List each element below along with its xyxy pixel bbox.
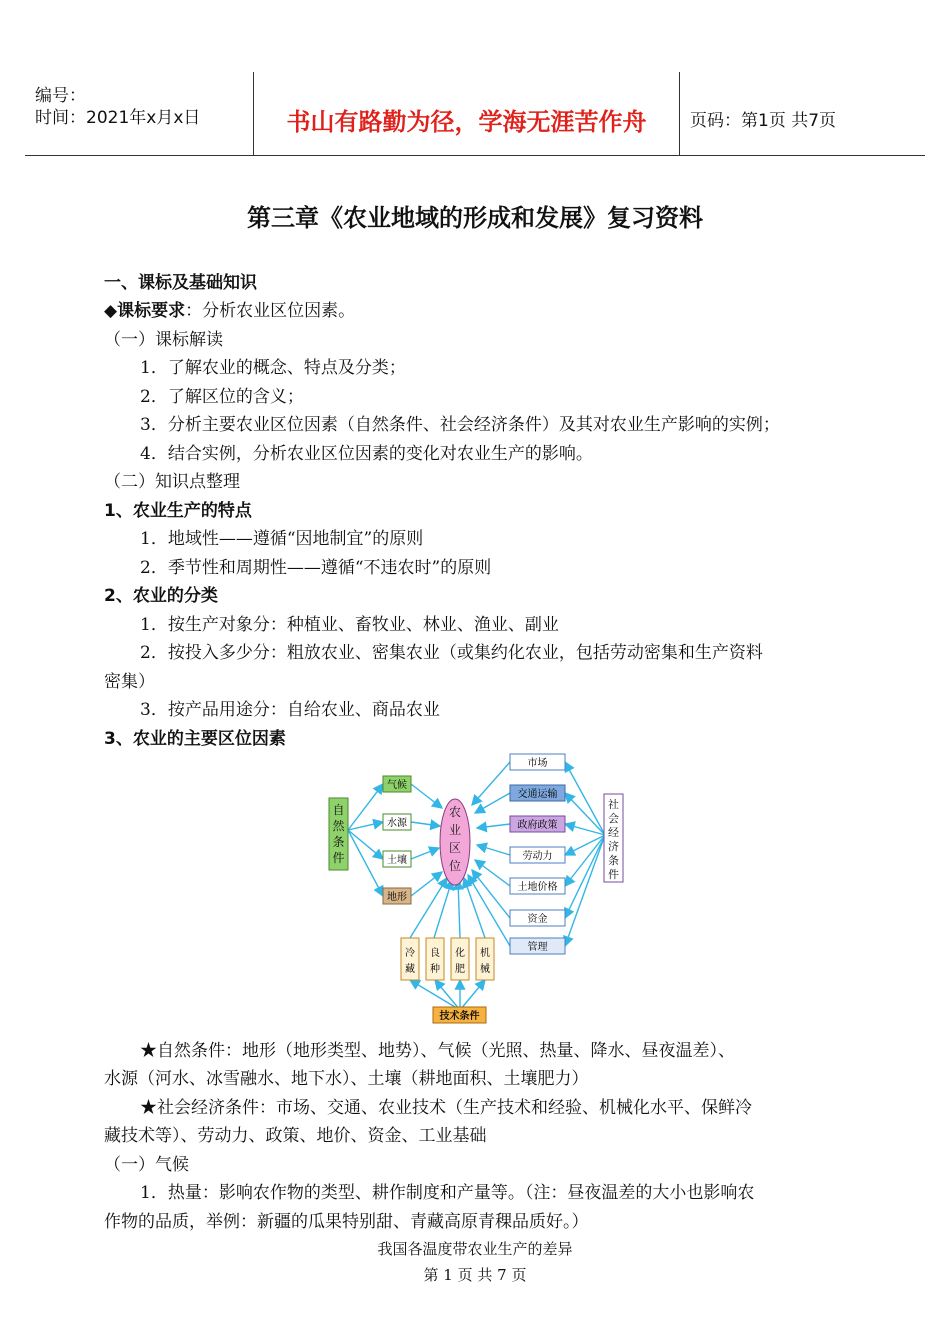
page-footer: 第 1 页 共 7 页 (423, 1266, 527, 1284)
subsection-interpretation: （一）课标解读 (104, 330, 223, 350)
natural-item: 地形 (387, 892, 407, 903)
tech-group-label: 技术条件 (439, 1011, 480, 1022)
class-item-2: 2．按投入多少分：粗放农业、密集农业（或集约化农业，包括劳动密集和生产资料 (140, 643, 763, 663)
header-middle-cell (254, 72, 680, 155)
time-label: 时间：2021年x月x日 (35, 108, 201, 128)
header-left-cell (25, 72, 254, 155)
natural-char: 然 (332, 819, 345, 833)
social-items (510, 754, 565, 954)
tech-group-box (433, 1007, 486, 1023)
social-item: 资金 (527, 914, 548, 925)
number-label: 编号： (35, 86, 86, 106)
class-item-1: 1．按生产对象分：种植业、畜牧业、林业、渔业、副业 (140, 615, 559, 635)
natural-conditions-line-2: 水源（河水、冰雪融水、地下水）、土壤（耕地面积、土壤肥力） (104, 1069, 589, 1089)
tech-char: 械 (480, 964, 490, 975)
tech-char: 良 (430, 948, 440, 959)
center-char: 农 (448, 805, 462, 819)
natural-conditions-line-1: ★自然条件：地形（地形类型、地势）、气候（光照、热量、降水、昼夜温差）、 (140, 1041, 735, 1061)
social-item: 政府政策 (517, 820, 558, 831)
social-item: 管理 (527, 942, 548, 953)
center-char: 区 (448, 841, 462, 855)
standard-line (104, 300, 355, 322)
natural-item: 土壤 (387, 855, 407, 866)
social-char: 会 (608, 812, 619, 825)
motto: 书山有路勤为径，学海无涯苦作舟 (286, 108, 647, 136)
social-item: 交通运输 (517, 789, 558, 800)
tech-char: 冷 (405, 948, 415, 959)
heat-line-2: 作物的品质，举例：新疆的瓜果特别甜、青藏高原青稞品质好。） (104, 1212, 589, 1232)
section-heading-1: 一、课标及基础知识 (104, 273, 257, 293)
feature-item-2: 2．季节性和周期性——遵循“不违农时”的原则 (140, 558, 492, 578)
center-node (440, 799, 470, 885)
natural-char: 条 (332, 835, 345, 849)
table-caption: 我国各温度带农业生产的差异 (377, 1240, 573, 1258)
interpret-item-2: 2．了解区位的含义； (140, 387, 304, 407)
social-group-box (604, 794, 623, 882)
page-info: 页码：第1页 共7页 (690, 111, 837, 131)
natural-item: 气候 (387, 780, 407, 791)
feature-item-1: 1．地域性——遵循“因地制宜”的原则 (140, 529, 424, 549)
natural-group-box (329, 798, 348, 870)
social-char: 社 (608, 798, 619, 811)
page-title: 第三章《农业地域的形成和发展》复习资料 (247, 204, 703, 232)
tech-char: 化 (455, 948, 465, 959)
header-table (25, 72, 925, 156)
social-char: 济 (608, 840, 619, 853)
heading-classification: 2、农业的分类 (104, 586, 218, 606)
heading-location-factors: 3、农业的主要区位因素 (104, 729, 286, 749)
subsection-climate: （一）气候 (104, 1155, 189, 1175)
tech-char: 肥 (455, 964, 465, 975)
tech-char: 机 (480, 948, 490, 959)
tech-items (401, 938, 494, 980)
class-item-2-cont: 密集） (104, 672, 155, 692)
social-char: 件 (608, 868, 619, 881)
social-item: 土地价格 (517, 882, 558, 893)
interpret-item-1: 1．了解农业的概念、特点及分类； (140, 358, 406, 378)
tech-char: 种 (430, 964, 440, 975)
interpret-item-3: 3．分析主要农业区位因素（自然条件、社会经济条件）及其对农业生产影响的实例； (140, 415, 780, 435)
social-conditions-line-1: ★社会经济条件：市场、交通、农业技术（生产技术和经验、机械化水平、保鲜冷 (140, 1098, 752, 1118)
natural-items (383, 776, 411, 904)
location-factors-diagram (325, 750, 635, 1030)
interpret-item-4: 4．结合实例，分析农业区位因素的变化对农业生产的影响。 (140, 444, 593, 464)
class-item-3: 3．按产品用途分：自给农业、商品农业 (140, 700, 440, 720)
natural-char: 件 (332, 851, 345, 865)
social-item: 市场 (527, 758, 548, 769)
heat-line-1: 1．热量：影响农作物的类型、耕作制度和产量等。（注：昼夜温差的大小也影响农 (140, 1183, 755, 1203)
social-item: 劳动力 (522, 851, 553, 862)
social-char: 条 (608, 854, 619, 867)
natural-char: 自 (332, 803, 345, 817)
center-char: 位 (448, 859, 462, 873)
heading-features: 1、农业生产的特点 (104, 501, 252, 521)
standard-label: ◆课标要求 (104, 301, 186, 321)
header-right-cell (680, 72, 925, 155)
subsection-knowledge: （二）知识点整理 (104, 472, 240, 492)
center-char: 业 (448, 823, 462, 837)
natural-item: 水源 (387, 818, 407, 829)
social-char: 经 (608, 826, 619, 839)
tech-char: 藏 (405, 964, 415, 975)
standard-text: ：分析农业区位因素。 (185, 301, 356, 321)
social-conditions-line-2: 藏技术等）、劳动力、政策、地价、资金、工业基础 (104, 1126, 487, 1146)
